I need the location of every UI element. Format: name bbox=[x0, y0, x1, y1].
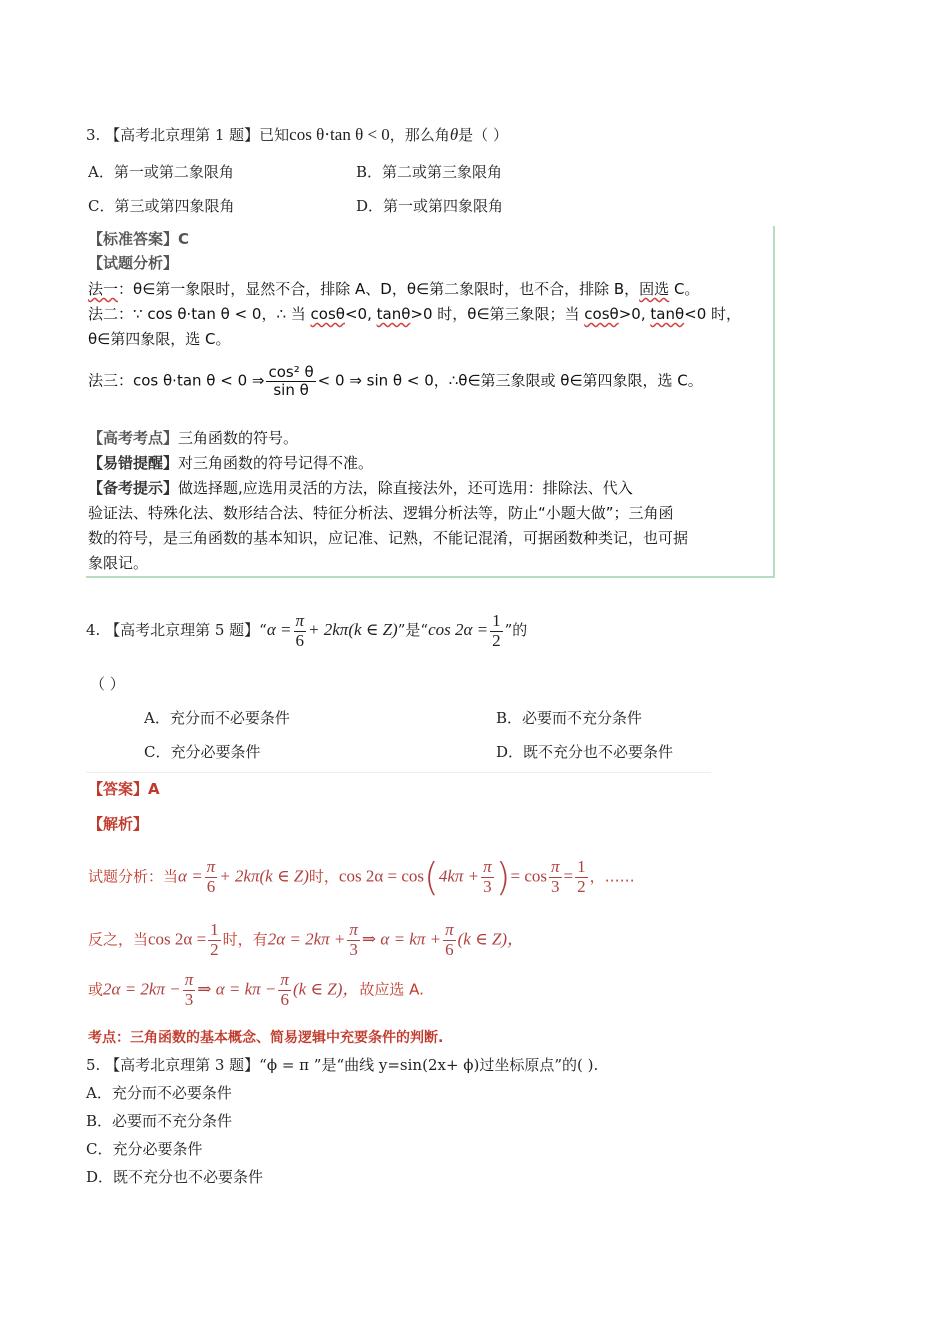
q3-standard-label: 【标准答案】 bbox=[88, 230, 179, 248]
q4-l3-frac1 bbox=[183, 971, 196, 1009]
q4-plus: + 2kπ(k ∈ Z) bbox=[308, 620, 398, 640]
q4-l2-c: 时，有 bbox=[222, 930, 268, 949]
q4-analysis-line2 bbox=[88, 921, 524, 959]
q4-l1-lparen: ( bbox=[424, 855, 439, 899]
q5-stem: 5. 【高考北京理第 3 题】“ϕ = π ”是“曲线 y=sin(2x+ ϕ)过坐标原点”的( ). bbox=[86, 1056, 599, 1074]
q4-l3-e: 故应选 A. bbox=[359, 980, 424, 999]
q4-end: ”的 bbox=[504, 621, 528, 640]
q3-m2-a: ：∵ cos θ⋅tan θ < 0，∴ 当 bbox=[118, 305, 311, 323]
q4-l1-frac1 bbox=[205, 858, 218, 896]
q4-l1-e: cos 2α = cos bbox=[338, 866, 424, 886]
q3-tip-text1: 做选择题,应选用灵活的方法，除直接法外，还可选用：排除法、代入 bbox=[178, 479, 633, 497]
q3-m2-label: 法二 bbox=[88, 305, 119, 323]
q4-l2-frac2-den: 3 bbox=[349, 939, 358, 959]
q3-m2-e: >0 时，θ∈第三象限；当 bbox=[410, 305, 585, 323]
q4-option-b: B．必要而不充分条件 bbox=[496, 709, 643, 727]
q3-option-b: B．第二或第三象限角 bbox=[356, 163, 503, 181]
q4-l3-b: 2α = 2kπ − bbox=[103, 979, 181, 999]
q4-l3-c: ⇒ α = kπ − bbox=[197, 979, 277, 999]
q4-l3-d: (k ∈ Z)， bbox=[292, 979, 360, 999]
q3-m1-label: 法一 bbox=[88, 280, 119, 298]
q4-l1-c: + 2kπ(k ∈ Z) bbox=[219, 866, 309, 886]
q3-analysis-label-text: 【试题分析】 bbox=[88, 254, 179, 272]
q4-l2-frac1 bbox=[208, 921, 221, 959]
q3-m3-fraction bbox=[266, 364, 315, 398]
q4-l2-a: 反之，当 bbox=[88, 930, 149, 949]
q3-math: cos θ⋅tan θ < 0 bbox=[289, 125, 390, 144]
q4-l1-frac2-num: π bbox=[483, 856, 492, 876]
q5-option-a: A．充分而不必要条件 bbox=[86, 1084, 232, 1102]
q3-method2-line2: θ∈第四象限，选 C。 bbox=[88, 330, 231, 348]
q4-option-d: D．既不充分也不必要条件 bbox=[496, 743, 674, 761]
q4-l1-h: = bbox=[563, 866, 574, 886]
q3-standard-value: C bbox=[178, 230, 190, 248]
q3-method3 bbox=[88, 364, 703, 398]
q4-prefix: 4. 【高考北京理第 5 题】“ bbox=[86, 621, 267, 640]
q3-standard-answer bbox=[88, 228, 189, 249]
q4-l1-frac4 bbox=[575, 858, 588, 896]
q3-tip-line4: 象限记。 bbox=[88, 554, 149, 572]
q4-l1-frac1-num: π bbox=[206, 856, 216, 876]
q3-ending: 是（ ） bbox=[458, 126, 508, 144]
q3-m2-i: <0 时， bbox=[684, 305, 742, 323]
q4-l1-frac1-den: 6 bbox=[206, 876, 216, 896]
q4-l1-frac3-num: π bbox=[550, 856, 560, 876]
q4-l2-e: ⇒ α = kπ + bbox=[361, 929, 442, 949]
q3-m2-h: tanθ bbox=[650, 305, 685, 323]
q4-l1-rparen: ) bbox=[495, 855, 511, 899]
q4-l1-frac2-den: 3 bbox=[483, 876, 492, 896]
q3-error-text: 对三角函数的符号记得不准。 bbox=[178, 454, 374, 472]
q4-l2-frac3-den: 6 bbox=[445, 939, 454, 959]
q3-m2-b: cosθ bbox=[310, 305, 345, 323]
q3-point-text: 三角函数的符号。 bbox=[178, 429, 299, 447]
q4-l3-frac1-den: 3 bbox=[184, 989, 194, 1009]
q4-answer-box bbox=[86, 772, 711, 1045]
q4-cos2a: cos 2α = bbox=[428, 620, 489, 640]
q3-answer-box bbox=[86, 226, 775, 578]
q4-six: 6 bbox=[295, 630, 305, 650]
q3-theta: θ bbox=[449, 125, 459, 144]
q4-option-c: C．充分必要条件 bbox=[144, 743, 261, 761]
q4-frac-half bbox=[490, 612, 503, 650]
q5-option-b: B．必要而不充分条件 bbox=[86, 1112, 233, 1130]
q3-option-a: A．第一或第二象限角 bbox=[88, 163, 234, 181]
q4-mid: ”是“ bbox=[397, 621, 429, 640]
q3-m2-g: >0, bbox=[618, 305, 651, 323]
q4-l1-frac3 bbox=[549, 858, 562, 896]
q4-two: 2 bbox=[492, 630, 501, 650]
q3-m3-b: < 0 ⇒ sin θ < 0，∴θ∈第三象限或 θ∈第四象限，选 C。 bbox=[317, 371, 703, 390]
q4-answer-value: A bbox=[148, 780, 160, 798]
q4-one: 1 bbox=[492, 611, 501, 630]
q3-m3-den: sin θ bbox=[273, 380, 309, 399]
q3-analysis-label bbox=[88, 252, 178, 273]
q3-m3-a: 法三：cos θ⋅tan θ < 0 ⇒ bbox=[88, 371, 265, 390]
q4-answer-label: 【答案】 bbox=[88, 780, 149, 798]
q3-error-label: 【易错提醒】 bbox=[88, 454, 179, 472]
q4-l2-frac3 bbox=[443, 921, 456, 959]
q3-suffix: ，那么角 bbox=[389, 126, 450, 144]
q4-l3-frac2 bbox=[278, 971, 291, 1009]
q4-pi: π bbox=[295, 611, 305, 630]
q3-option-c: C．第三或第四象限角 bbox=[88, 197, 235, 215]
q4-l3-frac2-den: 6 bbox=[280, 989, 289, 1009]
q4-l3-frac1-num: π bbox=[184, 970, 194, 989]
q4-analysis-label: 【解析】 bbox=[88, 815, 149, 833]
q4-l1-frac4-num: 1 bbox=[577, 856, 586, 876]
q4-l2-d: 2α = 2kπ + bbox=[267, 929, 346, 949]
q3-point bbox=[88, 427, 298, 448]
q3-tip-line3: 数的符号，是三角函数的基本知识，应记准、记熟，不能记混淆，可据函数种类记，也可据 bbox=[88, 529, 689, 547]
q3-error bbox=[88, 452, 373, 473]
q3-method2 bbox=[88, 303, 741, 324]
q4-l1-frac2 bbox=[481, 858, 494, 896]
q4-answer bbox=[88, 778, 160, 799]
q3-m1-text: ：θ∈第一象限时，显然不合，排除 A、D，θ∈第二象限时，也不合，排除 B， bbox=[118, 280, 640, 298]
q4-l2-frac2-num: π bbox=[349, 920, 358, 939]
q4-l1-f: 4kπ + bbox=[438, 866, 480, 886]
q4-l1-d: 时， bbox=[308, 867, 339, 886]
q4-alpha-eq: α = bbox=[266, 620, 292, 640]
q3-tip-line2: 验证法、特殊化法、数形结合法、特征分析法、逻辑分析法等，防止“小题大做”；三角函 bbox=[88, 504, 674, 522]
q3-m2-c: <0, bbox=[344, 305, 377, 323]
q4-l1-frac3-den: 3 bbox=[551, 876, 560, 896]
q4-stem bbox=[86, 612, 527, 650]
q3-prefix: 3. 【高考北京理第 1 题】已知 bbox=[86, 126, 290, 144]
q4-l2-frac2 bbox=[347, 921, 360, 959]
q3-m2-d: tanθ bbox=[376, 305, 411, 323]
q4-l2-b: cos 2α = bbox=[148, 929, 207, 949]
q3-m1-end: C。 bbox=[669, 280, 700, 298]
q3-method1 bbox=[88, 278, 699, 299]
q3-point-label: 【高考考点】 bbox=[88, 429, 179, 447]
q3-option-d: D．第一或第四象限角 bbox=[356, 197, 504, 215]
q4-l2-frac3-num: π bbox=[445, 920, 454, 939]
q4-l1-b: α = bbox=[178, 866, 203, 886]
q4-l1-a: 试题分析：当 bbox=[88, 867, 179, 886]
q4-l3-a: 或 bbox=[88, 980, 104, 999]
q4-l1-i: ，…… bbox=[589, 867, 635, 886]
q4-l3-frac2-num: π bbox=[280, 970, 289, 989]
q4-l2-f: (k ∈ Z)， bbox=[457, 929, 525, 949]
q3-m3-num: cos² θ bbox=[268, 363, 314, 381]
q4-option-a: A．充分而不必要条件 bbox=[144, 709, 290, 727]
q4-l2-frac1-num: 1 bbox=[210, 920, 219, 939]
q4-frac-pi6 bbox=[294, 612, 307, 650]
q3-m2-f: cosθ bbox=[584, 305, 619, 323]
q4-analysis-line3 bbox=[88, 971, 424, 1009]
q3-tip-label: 【备考提示】 bbox=[88, 479, 179, 497]
q3-tip-line1 bbox=[88, 477, 633, 498]
q3-m1-wavy: 固选 bbox=[639, 280, 670, 298]
q4-l1-frac4-den: 2 bbox=[577, 876, 586, 896]
q4-analysis-line1 bbox=[88, 855, 635, 899]
q3-stem bbox=[86, 124, 508, 145]
q4-l1-g: = cos bbox=[510, 866, 547, 886]
q4-point: 考点：三角函数的基本概念、简易逻辑中充要条件的判断. bbox=[88, 1030, 444, 1046]
q5-option-c: C．充分必要条件 bbox=[86, 1140, 203, 1158]
q4-l2-frac1-den: 2 bbox=[210, 939, 219, 959]
q5-option-d: D．既不充分也不必要条件 bbox=[86, 1168, 264, 1186]
q4-paren: （ ） bbox=[90, 675, 125, 693]
